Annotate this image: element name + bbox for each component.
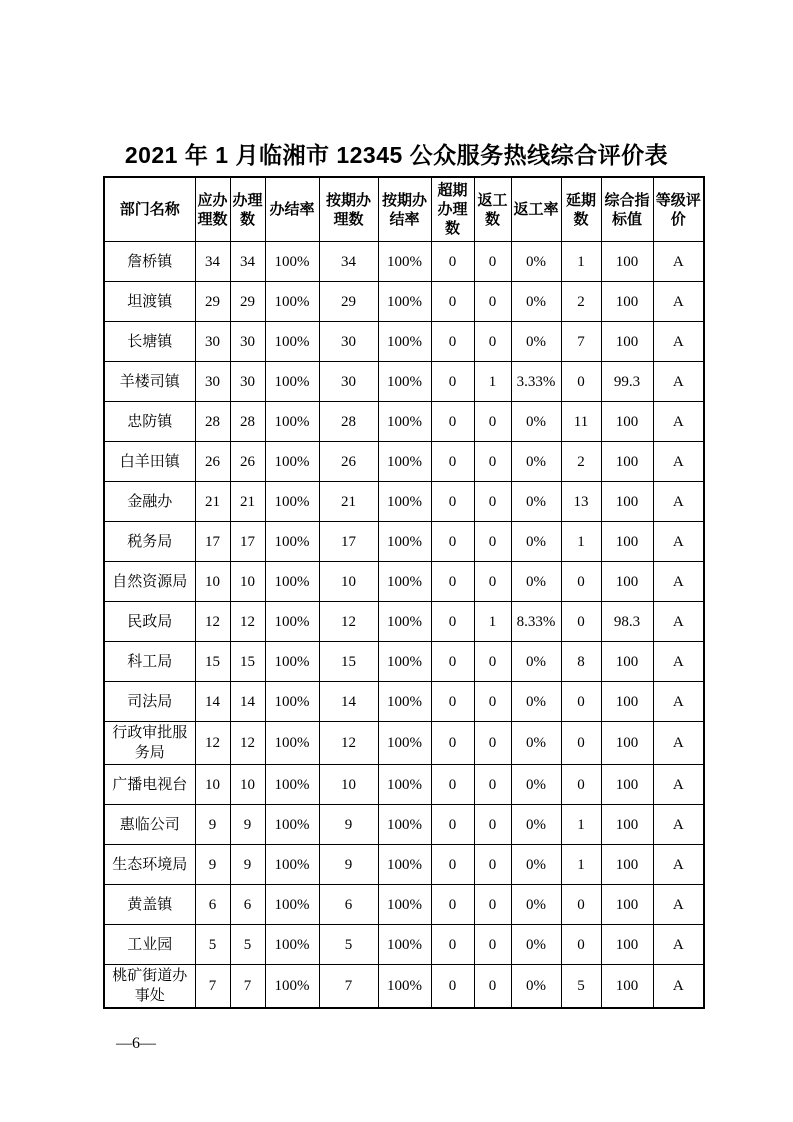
- value-cell: 0%: [511, 242, 561, 282]
- value-cell: 14: [319, 682, 378, 722]
- value-cell: 10: [195, 765, 230, 805]
- value-cell: 0: [431, 765, 474, 805]
- department-cell: 忠防镇: [104, 402, 195, 442]
- department-cell: 坦渡镇: [104, 282, 195, 322]
- value-cell: 0: [474, 402, 511, 442]
- value-cell: A: [653, 602, 704, 642]
- value-cell: 0: [431, 442, 474, 482]
- table-row: [104, 965, 704, 1009]
- value-cell: 26: [319, 442, 378, 482]
- table-row: [104, 402, 704, 442]
- value-cell: 17: [319, 522, 378, 562]
- column-header-11: 综合指标值: [601, 177, 653, 242]
- value-cell: 0: [431, 362, 474, 402]
- department-cell: 科工局: [104, 642, 195, 682]
- value-cell: 100: [601, 322, 653, 362]
- value-cell: 100%: [378, 805, 431, 845]
- value-cell: 34: [319, 242, 378, 282]
- value-cell: 5: [561, 965, 601, 1009]
- value-cell: 100%: [265, 965, 319, 1009]
- value-cell: 100%: [378, 402, 431, 442]
- value-cell: A: [653, 482, 704, 522]
- value-cell: 0%: [511, 765, 561, 805]
- value-cell: 100%: [265, 322, 319, 362]
- value-cell: 30: [230, 362, 265, 402]
- value-cell: 14: [230, 682, 265, 722]
- value-cell: 30: [230, 322, 265, 362]
- value-cell: 3.33%: [511, 362, 561, 402]
- department-cell: 白羊田镇: [104, 442, 195, 482]
- value-cell: 0: [431, 562, 474, 602]
- department-cell: 黄盖镇: [104, 885, 195, 925]
- value-cell: A: [653, 362, 704, 402]
- table-row: [104, 242, 704, 282]
- value-cell: 0: [561, 885, 601, 925]
- department-cell: 广播电视台: [104, 765, 195, 805]
- value-cell: 100: [601, 522, 653, 562]
- department-cell: 民政局: [104, 602, 195, 642]
- value-cell: 0%: [511, 282, 561, 322]
- value-cell: A: [653, 402, 704, 442]
- value-cell: 14: [195, 682, 230, 722]
- value-cell: 0: [431, 322, 474, 362]
- column-header-8: 返工数: [474, 177, 511, 242]
- value-cell: 29: [319, 282, 378, 322]
- table-row: [104, 562, 704, 602]
- table-row: [104, 362, 704, 402]
- table-row: [104, 805, 704, 845]
- value-cell: 0: [561, 925, 601, 965]
- value-cell: 29: [230, 282, 265, 322]
- table-row: [104, 925, 704, 965]
- value-cell: 0: [474, 722, 511, 765]
- value-cell: 6: [319, 885, 378, 925]
- value-cell: 15: [195, 642, 230, 682]
- value-cell: 7: [230, 965, 265, 1009]
- value-cell: 100%: [265, 482, 319, 522]
- value-cell: 100%: [265, 885, 319, 925]
- table-row: [104, 522, 704, 562]
- value-cell: 100%: [378, 282, 431, 322]
- value-cell: 100%: [265, 442, 319, 482]
- value-cell: 0%: [511, 402, 561, 442]
- value-cell: 100%: [265, 602, 319, 642]
- value-cell: 100%: [378, 362, 431, 402]
- value-cell: 100: [601, 805, 653, 845]
- value-cell: 6: [230, 885, 265, 925]
- column-header-7: 超期办理数: [431, 177, 474, 242]
- value-cell: 0: [431, 965, 474, 1009]
- value-cell: A: [653, 845, 704, 885]
- column-header-1: 部门名称: [104, 177, 195, 242]
- value-cell: 9: [319, 845, 378, 885]
- value-cell: 0: [561, 602, 601, 642]
- value-cell: 9: [319, 805, 378, 845]
- value-cell: 0: [431, 682, 474, 722]
- value-cell: 17: [230, 522, 265, 562]
- table-row: [104, 885, 704, 925]
- value-cell: 100: [601, 562, 653, 602]
- value-cell: A: [653, 322, 704, 362]
- value-cell: 0%: [511, 482, 561, 522]
- value-cell: 7: [319, 965, 378, 1009]
- value-cell: A: [653, 885, 704, 925]
- value-cell: 0: [431, 602, 474, 642]
- value-cell: 0: [474, 805, 511, 845]
- value-cell: 9: [230, 805, 265, 845]
- value-cell: 10: [230, 765, 265, 805]
- value-cell: 100%: [265, 722, 319, 765]
- value-cell: A: [653, 925, 704, 965]
- value-cell: 5: [195, 925, 230, 965]
- value-cell: 0: [431, 522, 474, 562]
- value-cell: 100%: [265, 522, 319, 562]
- value-cell: 0: [474, 925, 511, 965]
- value-cell: 0: [474, 642, 511, 682]
- value-cell: 100: [601, 442, 653, 482]
- value-cell: 9: [195, 805, 230, 845]
- value-cell: 100%: [378, 442, 431, 482]
- value-cell: 100%: [265, 765, 319, 805]
- value-cell: 100%: [265, 242, 319, 282]
- value-cell: 0: [561, 362, 601, 402]
- department-cell: 司法局: [104, 682, 195, 722]
- value-cell: A: [653, 965, 704, 1009]
- value-cell: 0: [474, 845, 511, 885]
- value-cell: 100%: [265, 682, 319, 722]
- value-cell: 100%: [378, 885, 431, 925]
- value-cell: 0%: [511, 845, 561, 885]
- value-cell: 100: [601, 885, 653, 925]
- value-cell: A: [653, 765, 704, 805]
- value-cell: 28: [230, 402, 265, 442]
- department-cell: 金融办: [104, 482, 195, 522]
- value-cell: 2: [561, 282, 601, 322]
- value-cell: 100: [601, 765, 653, 805]
- table-row: [104, 442, 704, 482]
- value-cell: 29: [195, 282, 230, 322]
- value-cell: 9: [230, 845, 265, 885]
- value-cell: 0: [474, 562, 511, 602]
- table-body: [104, 242, 704, 1009]
- value-cell: A: [653, 805, 704, 845]
- column-header-3: 办理数: [230, 177, 265, 242]
- value-cell: 100%: [265, 562, 319, 602]
- value-cell: 0: [474, 885, 511, 925]
- value-cell: 98.3: [601, 602, 653, 642]
- table-row: [104, 682, 704, 722]
- value-cell: 100%: [265, 402, 319, 442]
- value-cell: 0%: [511, 805, 561, 845]
- department-cell: 税务局: [104, 522, 195, 562]
- value-cell: 100%: [378, 322, 431, 362]
- value-cell: 100%: [378, 602, 431, 642]
- value-cell: 0: [431, 482, 474, 522]
- value-cell: 100: [601, 925, 653, 965]
- header-row: [104, 177, 704, 242]
- value-cell: 0: [474, 242, 511, 282]
- value-cell: 15: [319, 642, 378, 682]
- value-cell: 0: [474, 965, 511, 1009]
- table-row: [104, 482, 704, 522]
- value-cell: 100%: [378, 925, 431, 965]
- value-cell: 100%: [265, 925, 319, 965]
- value-cell: 0: [561, 682, 601, 722]
- column-header-2: 应办理数: [195, 177, 230, 242]
- value-cell: 13: [561, 482, 601, 522]
- value-cell: 0: [431, 845, 474, 885]
- value-cell: 0: [561, 562, 601, 602]
- value-cell: 0: [431, 242, 474, 282]
- value-cell: 10: [319, 562, 378, 602]
- value-cell: 9: [195, 845, 230, 885]
- value-cell: 28: [319, 402, 378, 442]
- department-cell: 桃矿街道办事处: [104, 965, 195, 1009]
- value-cell: 0: [474, 682, 511, 722]
- value-cell: 26: [230, 442, 265, 482]
- table-row: [104, 845, 704, 885]
- value-cell: 0%: [511, 442, 561, 482]
- value-cell: 26: [195, 442, 230, 482]
- table-row: [104, 602, 704, 642]
- value-cell: 0%: [511, 522, 561, 562]
- value-cell: 15: [230, 642, 265, 682]
- value-cell: 0%: [511, 885, 561, 925]
- value-cell: 2: [561, 442, 601, 482]
- table-row: [104, 642, 704, 682]
- value-cell: 6: [195, 885, 230, 925]
- value-cell: 0: [431, 722, 474, 765]
- value-cell: 0%: [511, 965, 561, 1009]
- column-header-10: 延期数: [561, 177, 601, 242]
- value-cell: 1: [474, 602, 511, 642]
- value-cell: 8.33%: [511, 602, 561, 642]
- value-cell: 30: [195, 362, 230, 402]
- value-cell: 0: [431, 885, 474, 925]
- department-cell: 詹桥镇: [104, 242, 195, 282]
- value-cell: 100: [601, 682, 653, 722]
- value-cell: A: [653, 442, 704, 482]
- value-cell: 100%: [378, 562, 431, 602]
- value-cell: 100%: [378, 642, 431, 682]
- department-cell: 工业园: [104, 925, 195, 965]
- value-cell: 12: [195, 602, 230, 642]
- value-cell: 0: [474, 765, 511, 805]
- value-cell: 100%: [378, 522, 431, 562]
- column-header-5: 按期办理数: [319, 177, 378, 242]
- value-cell: 0: [431, 642, 474, 682]
- table-row: [104, 765, 704, 805]
- department-cell: 生态环境局: [104, 845, 195, 885]
- value-cell: 0: [474, 442, 511, 482]
- page-number: —6—: [116, 1035, 156, 1052]
- value-cell: 100%: [378, 682, 431, 722]
- value-cell: 28: [195, 402, 230, 442]
- value-cell: 0: [474, 282, 511, 322]
- value-cell: 100%: [265, 642, 319, 682]
- department-cell: 行政审批服务局: [104, 722, 195, 765]
- value-cell: 100: [601, 845, 653, 885]
- value-cell: 0%: [511, 322, 561, 362]
- column-header-9: 返工率: [511, 177, 561, 242]
- table-row: [104, 322, 704, 362]
- value-cell: 5: [319, 925, 378, 965]
- value-cell: 12: [230, 722, 265, 765]
- value-cell: 10: [195, 562, 230, 602]
- value-cell: 0: [431, 402, 474, 442]
- value-cell: A: [653, 282, 704, 322]
- value-cell: 0%: [511, 682, 561, 722]
- value-cell: 100%: [265, 362, 319, 402]
- value-cell: 30: [319, 362, 378, 402]
- value-cell: 12: [319, 722, 378, 765]
- table-row: [104, 722, 704, 765]
- page-title: 2021 年 1 月临湘市 12345 公众服务热线综合评价表: [124, 142, 669, 168]
- value-cell: 12: [319, 602, 378, 642]
- value-cell: A: [653, 242, 704, 282]
- value-cell: 34: [230, 242, 265, 282]
- value-cell: A: [653, 522, 704, 562]
- value-cell: 34: [195, 242, 230, 282]
- value-cell: 100: [601, 242, 653, 282]
- value-cell: 30: [195, 322, 230, 362]
- value-cell: 0%: [511, 925, 561, 965]
- column-header-4: 办结率: [265, 177, 319, 242]
- value-cell: 0: [561, 765, 601, 805]
- value-cell: 30: [319, 322, 378, 362]
- value-cell: 100%: [378, 965, 431, 1009]
- value-cell: 0: [474, 322, 511, 362]
- value-cell: 100%: [378, 765, 431, 805]
- value-cell: 1: [561, 522, 601, 562]
- department-cell: 长塘镇: [104, 322, 195, 362]
- value-cell: 10: [230, 562, 265, 602]
- value-cell: 100%: [378, 482, 431, 522]
- department-cell: 羊楼司镇: [104, 362, 195, 402]
- value-cell: 21: [195, 482, 230, 522]
- value-cell: 100%: [378, 845, 431, 885]
- value-cell: 100%: [378, 722, 431, 765]
- value-cell: A: [653, 642, 704, 682]
- value-cell: 0: [431, 805, 474, 845]
- value-cell: 0: [561, 722, 601, 765]
- value-cell: 100: [601, 482, 653, 522]
- value-cell: A: [653, 562, 704, 602]
- value-cell: 21: [230, 482, 265, 522]
- value-cell: 1: [474, 362, 511, 402]
- value-cell: 100: [601, 965, 653, 1009]
- value-cell: 0: [431, 925, 474, 965]
- value-cell: A: [653, 722, 704, 765]
- value-cell: 17: [195, 522, 230, 562]
- column-header-6: 按期办结率: [378, 177, 431, 242]
- value-cell: 0%: [511, 562, 561, 602]
- department-cell: 惠临公司: [104, 805, 195, 845]
- value-cell: 12: [230, 602, 265, 642]
- value-cell: 0%: [511, 642, 561, 682]
- value-cell: 0%: [511, 722, 561, 765]
- value-cell: 0: [474, 522, 511, 562]
- value-cell: 100: [601, 402, 653, 442]
- value-cell: 1: [561, 845, 601, 885]
- value-cell: 100%: [265, 282, 319, 322]
- value-cell: 7: [195, 965, 230, 1009]
- value-cell: 100%: [378, 242, 431, 282]
- value-cell: 1: [561, 805, 601, 845]
- value-cell: 100: [601, 722, 653, 765]
- department-cell: 自然资源局: [104, 562, 195, 602]
- value-cell: 100: [601, 642, 653, 682]
- column-header-12: 等级评价: [653, 177, 704, 242]
- value-cell: 0: [474, 482, 511, 522]
- value-cell: A: [653, 682, 704, 722]
- value-cell: 100%: [265, 845, 319, 885]
- value-cell: 0: [431, 282, 474, 322]
- value-cell: 100%: [265, 805, 319, 845]
- value-cell: 21: [319, 482, 378, 522]
- table-row: [104, 282, 704, 322]
- value-cell: 99.3: [601, 362, 653, 402]
- value-cell: 12: [195, 722, 230, 765]
- evaluation-table: [103, 176, 705, 1009]
- value-cell: 7: [561, 322, 601, 362]
- value-cell: 5: [230, 925, 265, 965]
- value-cell: 100: [601, 282, 653, 322]
- value-cell: 8: [561, 642, 601, 682]
- value-cell: 10: [319, 765, 378, 805]
- value-cell: 1: [561, 242, 601, 282]
- value-cell: 11: [561, 402, 601, 442]
